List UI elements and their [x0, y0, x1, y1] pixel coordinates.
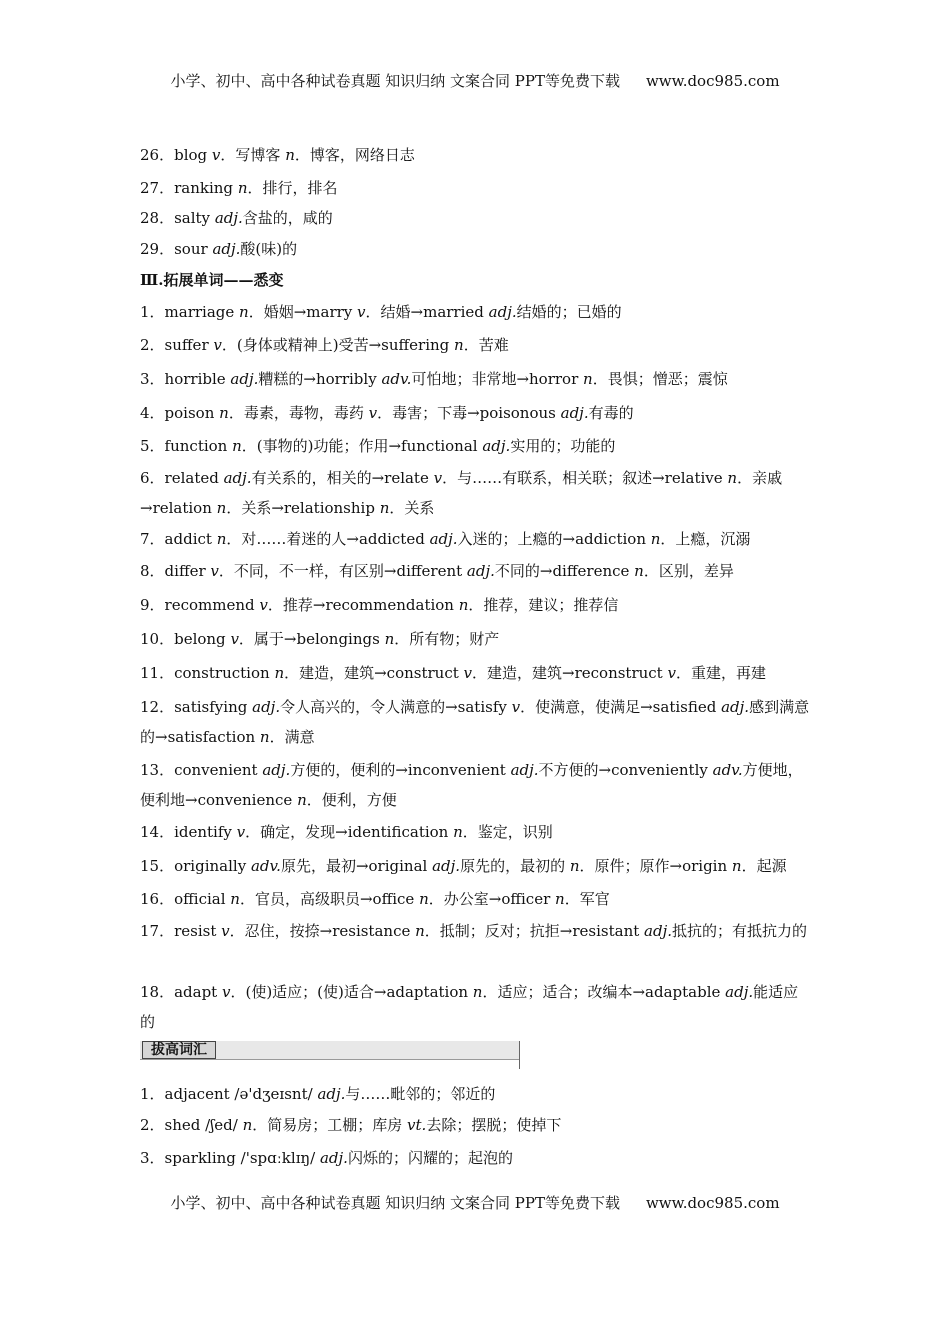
part-of-speech: v — [368, 404, 378, 422]
item-text: ．抵制；反对；抗拒→resistant — [424, 922, 645, 940]
part-of-speech: v — [667, 664, 676, 682]
part-of-speech: adj. — [429, 530, 458, 548]
part-of-speech: adv. — [712, 761, 743, 779]
item-text: ．所有物；财产 — [394, 630, 500, 648]
item-number: 16． — [140, 890, 175, 908]
item-text: ．结婚→married — [365, 303, 489, 321]
page-footer — [0, 1192, 950, 1213]
item-number: 18． — [140, 983, 175, 1001]
part-of-speech: adv. — [381, 370, 412, 388]
list-item — [140, 629, 812, 649]
item-text: ．建造，建筑→construct — [284, 664, 464, 682]
item-text: 有毒的 — [588, 404, 634, 422]
item-text: ．苦难 — [463, 336, 509, 354]
item-text: horrible — [164, 370, 231, 388]
item-text: ．简易房；工棚；库房 — [252, 1116, 408, 1134]
item-text: related — [164, 469, 224, 487]
list-item — [140, 561, 812, 581]
item-text: suffer — [164, 336, 214, 354]
item-number: 7． — [140, 530, 165, 548]
part-of-speech: adj. — [432, 857, 461, 875]
item-text: ．畏惧；憎恶；震惊 — [592, 370, 728, 388]
item-text: sparkling /'spɑːklɪŋ/ — [164, 1149, 320, 1167]
list-item — [140, 436, 812, 456]
part-of-speech: n — [458, 596, 469, 614]
item-number: 26． — [140, 146, 175, 164]
part-of-speech: v — [463, 664, 473, 682]
item-text: resist — [174, 922, 222, 940]
item-text: ．(使)适应；(使)适合→adaptation — [230, 983, 473, 1001]
item-word: sour — [174, 240, 208, 258]
item-text: ．排行，排名 — [247, 179, 338, 197]
item-text: 含盐的，咸的 — [242, 209, 333, 227]
item-text: 与……毗邻的；邻近的 — [345, 1085, 496, 1103]
item-text: ．不同，不一样，有区别→different — [218, 562, 467, 580]
item-number: 12． — [140, 698, 175, 716]
item-number: 4． — [140, 404, 165, 422]
item-number: 10． — [140, 630, 175, 648]
part-of-speech: n — [583, 370, 593, 388]
item-number: 11． — [140, 664, 175, 682]
list-item — [140, 856, 812, 876]
part-of-speech: adj. — [721, 698, 750, 716]
section-title: Ⅲ.拓展单词——悉变 — [140, 271, 284, 289]
part-of-speech: v — [221, 983, 231, 1001]
list-item — [140, 529, 812, 549]
item-text: shed /ʃed/ — [164, 1116, 243, 1134]
item-word: ranking — [174, 179, 234, 197]
part-of-speech: n — [379, 499, 390, 517]
item-text: ．确定，发现→identification — [245, 823, 454, 841]
item-number: 17． — [140, 922, 175, 940]
item-text: 去除；摆脱；使掉下 — [426, 1116, 562, 1134]
part-of-speech: n — [453, 823, 463, 841]
item-text: 不同的→difference — [494, 562, 635, 580]
item-text: ．博客，网络日志 — [294, 146, 415, 164]
item-text: construction — [174, 664, 275, 682]
part-of-speech: v — [236, 823, 246, 841]
item-text: ．亲戚→relation — [140, 469, 783, 517]
item-text: ．推荐→recommendation — [267, 596, 459, 614]
part-of-speech: v — [230, 630, 239, 648]
item-text: 闪烁的；闪耀的；起泡的 — [347, 1149, 513, 1167]
part-of-speech: vt. — [407, 1116, 427, 1134]
item-text: identify — [174, 823, 237, 841]
part-of-speech: n — [384, 630, 395, 648]
list-item — [140, 1148, 812, 1168]
part-of-speech: n — [237, 179, 248, 197]
part-of-speech: adj. — [560, 404, 589, 422]
item-number: 15． — [140, 857, 175, 875]
item-text: 方便的，便利的→inconvenient — [290, 761, 511, 779]
item-text: ．属于→belongings — [238, 630, 385, 648]
part-of-speech: n — [242, 1116, 253, 1134]
item-text: ．(事物的)功能；作用→functional — [241, 437, 483, 455]
item-text: function — [164, 437, 233, 455]
item-text: belong — [174, 630, 231, 648]
part-of-speech: n — [230, 890, 240, 908]
part-of-speech: adj. — [725, 983, 754, 1001]
part-of-speech: adv. — [250, 857, 281, 875]
list-item — [140, 239, 812, 259]
footer-text: 小学、初中、高中各种试卷真题 知识归纳 文案合同 PPT等免费下载 — [170, 1194, 620, 1212]
item-text: ．婚姻→marry — [248, 303, 358, 321]
item-text: ．建造，建筑→reconstruct — [472, 664, 668, 682]
item-text: convenient — [174, 761, 263, 779]
item-text: 抵抗的；有抵抗力的 — [672, 922, 808, 940]
item-number: 28． — [140, 209, 175, 227]
item-text: 原先，最初→original — [280, 857, 433, 875]
item-text: 实用的；功能的 — [510, 437, 616, 455]
item-text: 原先的，最初的 — [460, 857, 570, 875]
item-text: ．起源 — [741, 857, 787, 875]
item-text: adjacent /ə'dʒeɪsnt/ — [164, 1085, 318, 1103]
part-of-speech: adj. — [510, 761, 539, 779]
list-item — [140, 1115, 812, 1135]
item-word: blog — [174, 146, 208, 164]
list-item — [140, 178, 812, 198]
part-of-speech: n — [472, 983, 483, 1001]
item-text: ．关系→relationship — [226, 499, 380, 517]
page-header — [0, 70, 950, 91]
list-item — [140, 463, 812, 523]
item-text: ．与……有联系，相关联；叙述→relative — [442, 469, 728, 487]
item-text: 能适应的 — [140, 983, 799, 1031]
part-of-speech: n — [650, 530, 661, 548]
list-item — [140, 889, 812, 909]
item-text: 酸(味)的 — [240, 240, 298, 258]
item-number: 3． — [140, 370, 165, 388]
item-text: 糟糕的→horribly — [258, 370, 382, 388]
item-text: ．军官 — [564, 890, 610, 908]
part-of-speech: adj. — [466, 562, 495, 580]
part-of-speech: n — [454, 336, 464, 354]
item-word: salty — [174, 209, 211, 227]
footer-site: www.doc985.com — [645, 1194, 780, 1212]
item-text: ．官员，高级职员→office — [239, 890, 420, 908]
item-text: ．对……着迷的人→addicted — [226, 530, 430, 548]
item-text: ．关系 — [389, 499, 435, 517]
list-item — [140, 977, 812, 1037]
item-text: addict — [164, 530, 217, 548]
part-of-speech: adj. — [212, 240, 241, 258]
part-of-speech: n — [285, 146, 295, 164]
item-text: ．满意 — [269, 728, 315, 746]
item-number: 2． — [140, 336, 165, 354]
item-text: ．写博客 — [220, 146, 286, 164]
item-text: poison — [164, 404, 220, 422]
item-text: 可怕地；非常地→horror — [411, 370, 584, 388]
item-text: ．推荐，建议；推荐信 — [468, 596, 619, 614]
item-number: 29． — [140, 240, 175, 258]
item-text: ．毒害；下毒→poisonous — [377, 404, 561, 422]
item-number: 9． — [140, 596, 165, 614]
part-of-speech: n — [731, 857, 742, 875]
part-of-speech: n — [569, 857, 580, 875]
list-item — [140, 822, 812, 842]
item-text: marriage — [164, 303, 240, 321]
list-item — [140, 595, 812, 615]
part-of-speech: v — [213, 336, 222, 354]
part-of-speech: n — [415, 922, 425, 940]
part-of-speech: adj. — [252, 698, 281, 716]
part-of-speech: n — [232, 437, 242, 455]
part-of-speech: adj. — [482, 437, 511, 455]
part-of-speech: v — [433, 469, 443, 487]
part-of-speech: v — [210, 562, 219, 580]
item-text: ．适应；适合；改编本→adaptable — [482, 983, 726, 1001]
part-of-speech: v — [221, 922, 230, 940]
list-item — [140, 369, 812, 389]
part-of-speech: n — [219, 404, 229, 422]
part-of-speech: n — [297, 791, 307, 809]
part-of-speech: n — [274, 664, 285, 682]
item-text: satisfying — [174, 698, 253, 716]
header-text: 小学、初中、高中各种试卷真题 知识归纳 文案合同 PPT等免费下载 — [170, 72, 620, 90]
item-number: 13． — [140, 761, 175, 779]
item-number: 8． — [140, 562, 165, 580]
part-of-speech: v — [357, 303, 366, 321]
item-text: 不方便的→conveniently — [538, 761, 713, 779]
part-of-speech: v — [211, 146, 221, 164]
item-text: ．鉴定，识别 — [462, 823, 553, 841]
part-of-speech: n — [634, 562, 644, 580]
item-text: recommend — [164, 596, 260, 614]
list-item — [140, 1084, 812, 1104]
part-of-speech: v — [259, 596, 268, 614]
list-item — [140, 335, 812, 355]
list-item — [140, 755, 812, 815]
item-number: 6． — [140, 469, 165, 487]
item-text: 感到满意的→satisfaction — [140, 698, 810, 746]
item-number: 1． — [140, 1085, 165, 1103]
part-of-speech: adj. — [644, 922, 673, 940]
item-text: adapt — [174, 983, 222, 1001]
part-of-speech: adj. — [214, 209, 243, 227]
item-text: 方便地，便利地→convenience — [140, 761, 803, 809]
part-of-speech: n — [239, 303, 249, 321]
item-text: 入迷的；上瘾的→addiction — [457, 530, 651, 548]
item-text: differ — [164, 562, 211, 580]
item-number: 3． — [140, 1149, 165, 1167]
list-item — [140, 302, 812, 322]
list-item — [140, 145, 812, 165]
section-bar-edge — [519, 1041, 520, 1069]
item-text: ．便利，方便 — [306, 791, 397, 809]
part-of-speech: n — [216, 499, 227, 517]
item-number: 1． — [140, 303, 165, 321]
item-number: 14． — [140, 823, 175, 841]
item-text: ．原件；原作→origin — [579, 857, 732, 875]
list-item — [140, 663, 812, 683]
item-number: 2． — [140, 1116, 165, 1134]
list-item — [140, 403, 812, 423]
list-item — [140, 916, 812, 946]
item-text: 结婚的；已婚的 — [516, 303, 622, 321]
item-number: 5． — [140, 437, 165, 455]
part-of-speech: n — [555, 890, 565, 908]
part-of-speech: n — [216, 530, 227, 548]
part-of-speech: n — [727, 469, 738, 487]
part-of-speech: adj. — [230, 370, 259, 388]
list-item — [140, 208, 812, 228]
item-text: ．使满意，使满足→satisfied — [520, 698, 722, 716]
part-of-speech: v — [511, 698, 521, 716]
part-of-speech: n — [259, 728, 270, 746]
part-of-speech: adj. — [319, 1149, 348, 1167]
part-of-speech: adj. — [488, 303, 517, 321]
part-of-speech: adj. — [262, 761, 291, 779]
advanced-tag: 拔高词汇 — [142, 1041, 216, 1059]
item-text: 有关系的，相关的→relate — [251, 469, 434, 487]
item-text: ．毒素，毒物，毒药 — [228, 404, 369, 422]
item-text: ．办公室→officer — [428, 890, 556, 908]
item-text: 令人高兴的，令人满意的→satisfy — [280, 698, 512, 716]
item-text: ．重建，再建 — [675, 664, 766, 682]
part-of-speech: n — [419, 890, 429, 908]
item-text: ．区别，差异 — [643, 562, 734, 580]
item-text: ．忍住，按捺→resistance — [229, 922, 416, 940]
list-item — [140, 692, 812, 752]
item-number: 27． — [140, 179, 175, 197]
part-of-speech: adj. — [223, 469, 252, 487]
item-text: ．上瘾，沉溺 — [660, 530, 751, 548]
advanced-section-bar — [140, 1041, 520, 1067]
item-text: ．(身体或精神上)受苦→suffering — [221, 336, 455, 354]
item-text: official — [174, 890, 231, 908]
header-site: www.doc985.com — [645, 72, 780, 90]
item-text: originally — [174, 857, 251, 875]
part-of-speech: adj. — [317, 1085, 346, 1103]
